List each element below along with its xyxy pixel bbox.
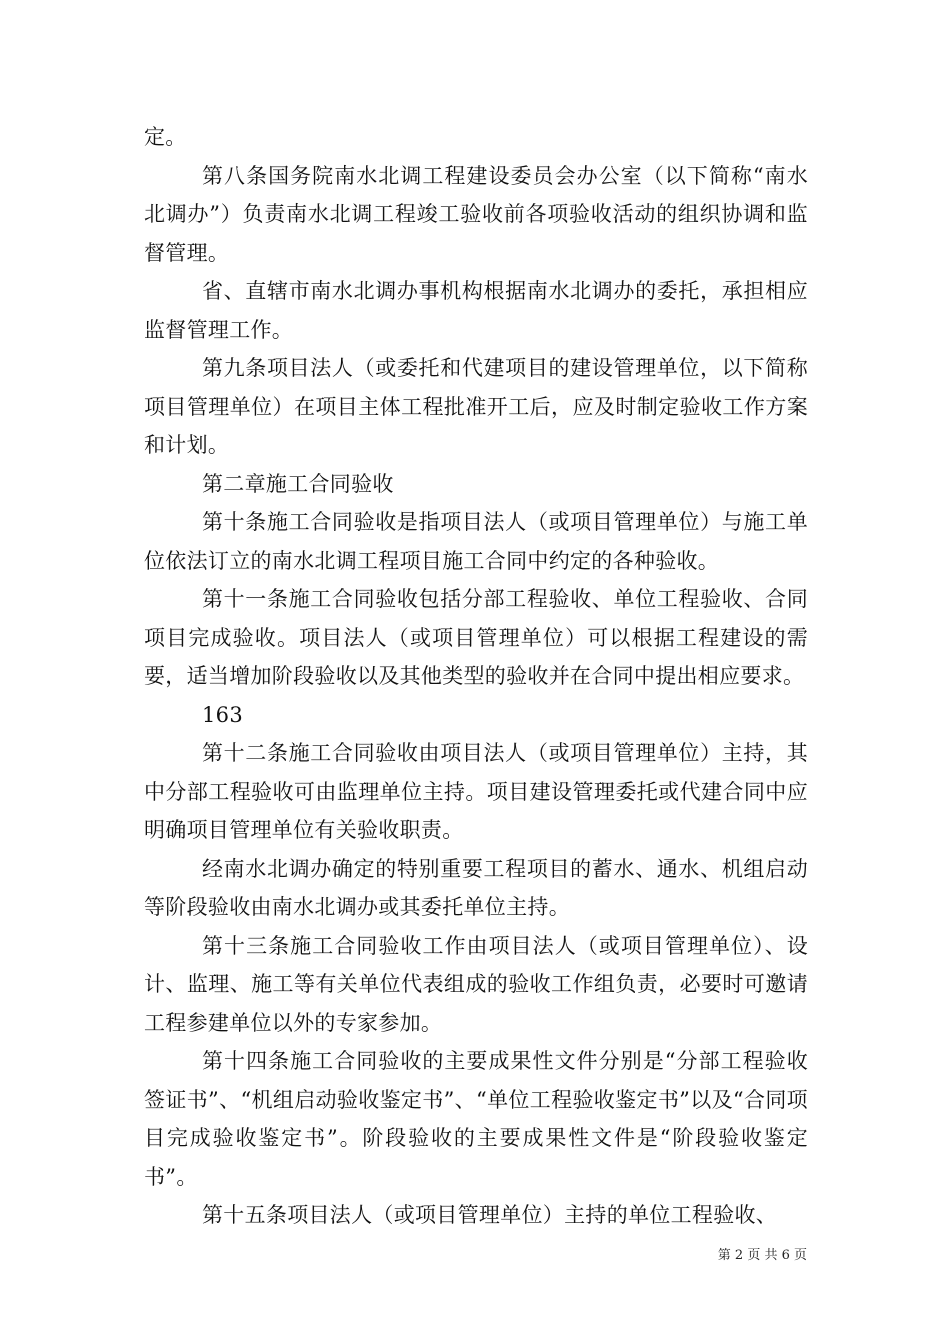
paragraph: 第十条施工合同验收是指项目法人（或项目管理单位）与施工单位依法订立的南水北调工程项目施工合同中约定的各种验收。 (144, 510, 808, 573)
paragraph: 省、直辖市南水北调办事机构根据南水北调办的委托，承担相应监督管理工作。 (144, 279, 808, 342)
inline-page-number: 163 (202, 702, 243, 727)
paragraph: 第十一条施工合同验收包括分部工程验收、单位工程验收、合同项目完成验收。项目法人（或项目管理单位）可以根据工程建设的需要，适当增加阶段验收以及其他类型的验收并在合同中提出相应要求。 (144, 587, 808, 688)
document-body (144, 118, 808, 1235)
paragraph: 第十四条施工合同验收的主要成果性文件分别是“分部工程验收签证书”、“机组启动验收鉴定书”、“单位工程验收鉴定书”以及“合同项目完成验收鉴定书”。阶段验收的主要成果性文件是“阶段验收鉴定书”。 (144, 1049, 808, 1189)
paragraph: 第九条项目法人（或委托和代建项目的建设管理单位，以下简称项目管理单位）在项目主体工程批准开工后，应及时制定验收工作方案和计划。 (144, 356, 808, 457)
paragraph: 第十五条项目法人（或项目管理单位）主持的单位工程验收、 (202, 1203, 778, 1227)
paragraph: 第八条国务院南水北调工程建设委员会办公室（以下简称“南水北调办”）负责南水北调工程竣工验收前各项验收活动的组织协调和监督管理。 (144, 163, 808, 265)
page-footer: 第 2 页 共 6 页 (717, 1248, 807, 1263)
paragraph: 定。 (144, 125, 187, 149)
paragraph: 第十二条施工合同验收由项目法人（或项目管理单位）主持，其中分部工程验收可由监理单位主持。项目建设管理委托或代建合同中应明确项目管理单位有关验收职责。 (144, 741, 808, 842)
chapter-heading: 第二章施工合同验收 (202, 471, 394, 496)
paragraph: 经南水北调办确定的特别重要工程项目的蓄水、通水、机组启动等阶段验收由南水北调办或其委托单位主持。 (144, 856, 808, 919)
paragraph: 第十三条施工合同验收工作由项目法人（或项目管理单位）、设计、监理、施工等有关单位代表组成的验收工作组负责，必要时可邀请工程参建单位以外的专家参加。 (144, 933, 808, 1035)
